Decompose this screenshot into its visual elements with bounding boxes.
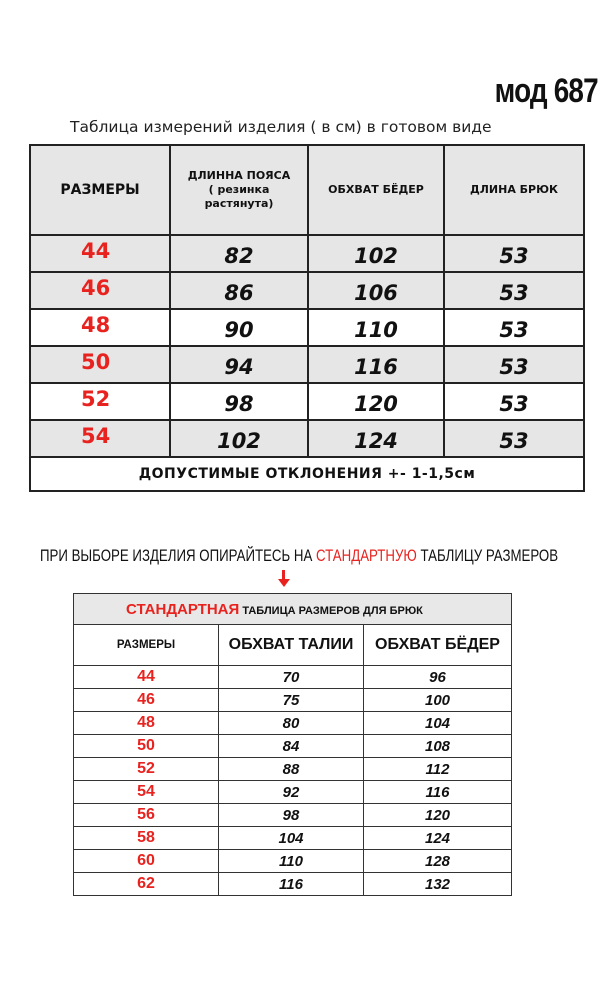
std-size-cell: 44 (74, 666, 219, 689)
instruction-part2: ТАБЛИЦУ РАЗМЕРОВ (416, 546, 559, 565)
table-row (30, 420, 584, 457)
std-waist-cell: 80 (219, 712, 364, 735)
header-sizes: РАЗМЕРЫ (30, 145, 170, 235)
std-hips-cell: 96 (364, 666, 512, 689)
header-waist-line2: ( резинка (208, 183, 270, 196)
tolerance-row (30, 457, 584, 491)
std-hips-cell: 108 (364, 735, 512, 758)
table-row (30, 272, 584, 309)
hips-cell: 110 (308, 309, 444, 346)
model-title: мод 687 (494, 72, 598, 110)
std-waist-cell: 116 (219, 873, 364, 896)
std-hips-cell: 128 (364, 850, 512, 873)
std-size-cell: 50 (74, 735, 219, 758)
waist-cell: 98 (170, 383, 308, 420)
table-row (30, 309, 584, 346)
caption-rest: ТАБЛИЦА РАЗМЕРОВ ДЛЯ БРЮК (239, 604, 423, 617)
length-cell: 53 (444, 235, 584, 272)
std-waist-cell: 75 (219, 689, 364, 712)
length-cell: 53 (444, 383, 584, 420)
std-size-cell: 56 (74, 804, 219, 827)
table-row (74, 827, 512, 850)
hips-cell: 124 (308, 420, 444, 457)
standard-size-table (73, 593, 512, 896)
std-header-sizes: РАЗМЕРЫ (74, 625, 219, 666)
size-cell: 52 (30, 383, 170, 420)
std-size-cell: 60 (74, 850, 219, 873)
hips-cell: 106 (308, 272, 444, 309)
measurements-header-row (30, 145, 584, 235)
std-hips-cell: 112 (364, 758, 512, 781)
table-row (74, 850, 512, 873)
std-hips-cell: 124 (364, 827, 512, 850)
std-waist-cell: 104 (219, 827, 364, 850)
std-waist-cell: 98 (219, 804, 364, 827)
length-cell: 53 (444, 346, 584, 383)
table-row (74, 735, 512, 758)
header-waist-line1: ДЛИННА ПОЯСА (187, 169, 291, 182)
std-size-cell: 58 (74, 827, 219, 850)
std-waist-cell: 70 (219, 666, 364, 689)
length-cell: 53 (444, 420, 584, 457)
hips-cell: 120 (308, 383, 444, 420)
caption-highlight: СТАНДАРТНАЯ (126, 600, 240, 618)
std-hips-cell: 116 (364, 781, 512, 804)
std-size-cell: 48 (74, 712, 219, 735)
std-header-hips: ОБХВАТ БЁДЕР (364, 625, 512, 666)
waist-cell: 102 (170, 420, 308, 457)
header-hips: ОБХВАТ БЁДЕР (308, 145, 444, 235)
tolerance-note: ДОПУСТИМЫЕ ОТКЛОНЕНИЯ +- 1-1,5см (30, 457, 584, 491)
std-hips-cell: 120 (364, 804, 512, 827)
std-size-cell: 62 (74, 873, 219, 896)
hips-cell: 116 (308, 346, 444, 383)
std-hips-cell: 100 (364, 689, 512, 712)
size-cell: 54 (30, 420, 170, 457)
size-cell: 44 (30, 235, 170, 272)
std-size-cell: 54 (74, 781, 219, 804)
std-waist-cell: 92 (219, 781, 364, 804)
std-size-cell: 46 (74, 689, 219, 712)
table-row (74, 781, 512, 804)
instruction-highlight: СТАНДАРТНУЮ (315, 546, 417, 565)
instruction-text (40, 546, 558, 566)
length-cell: 53 (444, 309, 584, 346)
std-size-cell: 52 (74, 758, 219, 781)
header-waist-line3: растянута) (204, 197, 274, 210)
table-row (74, 873, 512, 896)
header-waist-length (170, 145, 308, 235)
waist-cell: 90 (170, 309, 308, 346)
std-waist-cell: 84 (219, 735, 364, 758)
std-hips-cell: 104 (364, 712, 512, 735)
standard-header-row (74, 625, 512, 666)
table-row (74, 804, 512, 827)
std-hips-cell: 132 (364, 873, 512, 896)
std-waist-cell: 110 (219, 850, 364, 873)
table-subtitle: Таблица измерений изделия ( в см) в готовом виде (70, 118, 492, 136)
size-cell: 46 (30, 272, 170, 309)
std-header-waist: ОБХВАТ ТАЛИИ (219, 625, 364, 666)
std-waist-cell: 88 (219, 758, 364, 781)
waist-cell: 82 (170, 235, 308, 272)
size-cell: 50 (30, 346, 170, 383)
hips-cell: 102 (308, 235, 444, 272)
standard-table-caption (74, 594, 512, 625)
table-row (30, 235, 584, 272)
standard-table-caption-row (74, 594, 512, 625)
table-row (30, 346, 584, 383)
table-row (74, 689, 512, 712)
table-row (74, 758, 512, 781)
table-row (30, 383, 584, 420)
length-cell: 53 (444, 272, 584, 309)
header-trouser-length: ДЛИНА БРЮК (444, 145, 584, 235)
instruction-part1: ПРИ ВЫБОРЕ ИЗДЕЛИЯ ОПИРАЙТЕСЬ НА (40, 546, 316, 565)
table-row (74, 712, 512, 735)
table-row (74, 666, 512, 689)
waist-cell: 94 (170, 346, 308, 383)
measurements-table (29, 144, 585, 492)
waist-cell: 86 (170, 272, 308, 309)
size-cell: 48 (30, 309, 170, 346)
